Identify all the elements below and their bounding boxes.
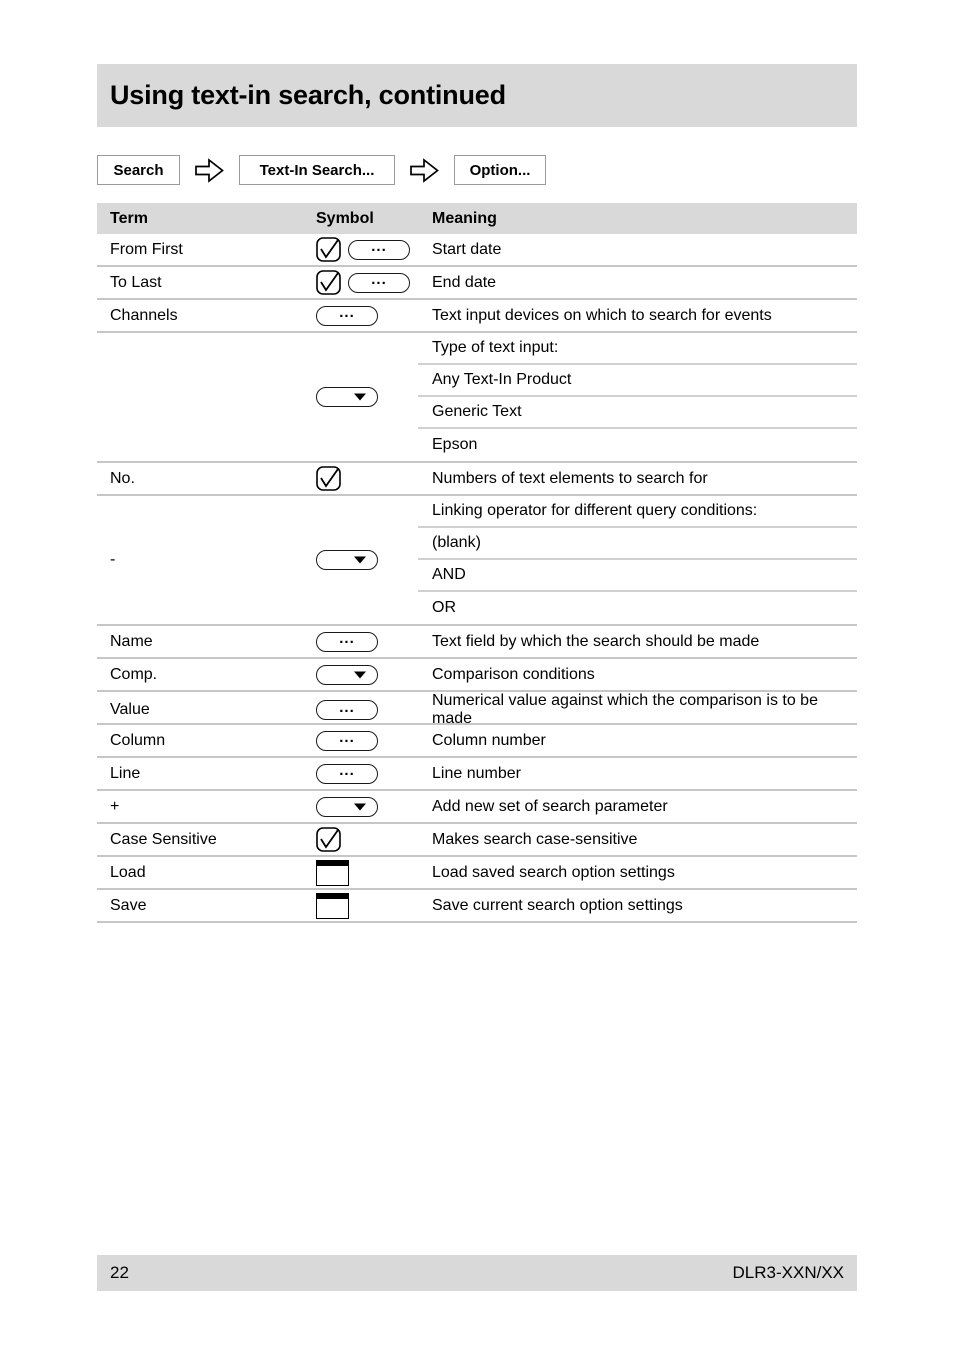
meaning-cell: Line number xyxy=(432,764,521,782)
ellipsis-button-icon xyxy=(348,273,410,293)
ellipsis-button-icon xyxy=(316,700,378,720)
symbol-cell xyxy=(316,692,418,728)
symbol-cell xyxy=(316,333,418,461)
symbol-cell xyxy=(316,659,418,690)
meaning-cell: Load saved search option settings xyxy=(432,863,675,881)
meaning-cell xyxy=(418,333,857,461)
table-row xyxy=(97,267,857,300)
window-button-icon xyxy=(316,860,349,886)
meaning-sub-row: OR xyxy=(432,599,456,616)
checkbox-checked-icon xyxy=(316,270,341,295)
checkbox-checked-icon xyxy=(316,827,341,852)
table-row xyxy=(97,791,857,824)
ellipsis-dots: ... xyxy=(339,304,355,321)
term-cell: Column xyxy=(110,731,166,749)
ellipsis-dots: ... xyxy=(371,271,387,288)
symbol-cell xyxy=(316,890,418,921)
meaning-sub-row: (blank) xyxy=(418,528,857,560)
symbol-cell xyxy=(316,267,418,298)
page-footer xyxy=(97,1255,857,1291)
window-button-icon xyxy=(316,893,349,919)
ellipsis-dots: ... xyxy=(339,762,355,779)
term-cell: Channels xyxy=(110,306,178,324)
search-options-table xyxy=(97,203,857,923)
caret-down-icon xyxy=(354,557,366,564)
table-body xyxy=(97,234,857,923)
symbol-cell xyxy=(316,758,418,789)
table-row xyxy=(97,496,857,626)
symbol-cell xyxy=(316,725,418,756)
term-cell: No. xyxy=(110,469,135,487)
meaning-cell: Makes search case-sensitive xyxy=(432,830,638,848)
page-title-bar xyxy=(97,64,857,127)
table-row xyxy=(97,824,857,857)
symbol-cell xyxy=(316,496,418,624)
term-cell xyxy=(97,333,316,461)
ellipsis-button-icon xyxy=(316,306,378,326)
term-cell: Comp. xyxy=(110,665,158,683)
table-row xyxy=(97,333,857,463)
term-cell: Load xyxy=(110,863,146,881)
meaning-cell: Text input devices on which to search for events xyxy=(432,306,772,324)
page-title: Using text-in search, continued xyxy=(110,80,506,110)
checkbox-checked-icon xyxy=(316,466,341,491)
term-cell: From First xyxy=(110,240,183,258)
caret-down-icon xyxy=(354,394,366,401)
meaning-cell: Numerical value against which the comparison is to be made xyxy=(432,692,818,727)
meaning-cell: Add new set of search parameter xyxy=(432,797,668,815)
breadcrumb xyxy=(97,155,546,185)
meaning-cell: End date xyxy=(432,273,497,291)
meaning-sub-row: Epson xyxy=(432,436,478,453)
table-row xyxy=(97,234,857,267)
symbol-cell xyxy=(316,300,418,331)
symbol-cell xyxy=(316,234,418,265)
meaning-cell: Column number xyxy=(432,731,546,749)
ellipsis-button-icon xyxy=(316,731,378,751)
dropdown-button-icon xyxy=(316,665,378,685)
caret-down-icon xyxy=(354,671,366,678)
checkbox-checked-icon xyxy=(316,237,341,262)
breadcrumb-item-search xyxy=(97,155,180,185)
ellipsis-dots: ... xyxy=(339,729,355,746)
meaning-sub-row: Type of text input: xyxy=(418,333,857,365)
meaning-cell: Comparison conditions xyxy=(432,665,595,683)
table-row xyxy=(97,692,857,725)
meaning-sub-row: Any Text-In Product xyxy=(418,365,857,397)
symbol-cell xyxy=(316,824,418,855)
meaning-cell xyxy=(418,496,857,624)
table-row xyxy=(97,463,857,496)
term-cell: - xyxy=(110,551,116,568)
ellipsis-dots: ... xyxy=(339,630,355,647)
breadcrumb-item-label: Option... xyxy=(469,161,531,179)
caret-down-icon xyxy=(354,803,366,810)
symbol-cell xyxy=(316,857,418,888)
table-row xyxy=(97,659,857,692)
ellipsis-dots: ... xyxy=(371,238,387,255)
arrow-right-icon xyxy=(194,157,225,184)
doc-code: DLR3-XXN/XX xyxy=(732,1263,844,1282)
meaning-cell: Start date xyxy=(432,240,502,258)
meaning-cell: Text field by which the search should be made xyxy=(432,632,760,650)
table-row xyxy=(97,890,857,923)
table-row xyxy=(97,626,857,659)
meaning-sub-row: Generic Text xyxy=(418,397,857,429)
symbol-cell xyxy=(316,626,418,657)
term-cell: Case Sensitive xyxy=(110,830,217,848)
ellipsis-button-icon xyxy=(316,764,378,784)
table-row xyxy=(97,300,857,333)
dropdown-button-icon xyxy=(316,797,378,817)
table-header-row xyxy=(97,203,857,234)
symbol-cell xyxy=(316,791,418,822)
term-cell: Save xyxy=(110,896,147,914)
breadcrumb-item-label: Text-In Search... xyxy=(259,161,375,179)
column-header-symbol: Symbol xyxy=(316,209,374,227)
meaning-sub-row: Linking operator for different query conditions: xyxy=(418,496,857,528)
meaning-sub-row: AND xyxy=(418,560,857,592)
term-cell: To Last xyxy=(110,273,162,291)
column-header-meaning: Meaning xyxy=(432,209,497,227)
breadcrumb-item-option xyxy=(454,155,546,185)
symbol-cell xyxy=(316,463,418,494)
dropdown-button-icon xyxy=(316,550,378,570)
ellipsis-button-icon xyxy=(316,632,378,652)
dropdown-button-icon xyxy=(316,387,378,407)
arrow-right-icon xyxy=(409,157,440,184)
meaning-cell: Numbers of text elements to search for xyxy=(432,469,708,487)
term-cell: Value xyxy=(110,701,150,718)
table-row xyxy=(97,725,857,758)
term-cell: + xyxy=(110,797,120,815)
meaning-cell: Save current search option settings xyxy=(432,896,683,914)
table-row xyxy=(97,857,857,890)
page-number: 22 xyxy=(110,1263,129,1282)
ellipsis-button-icon xyxy=(348,240,410,260)
ellipsis-dots: ... xyxy=(339,698,355,716)
breadcrumb-item-text-in-search xyxy=(239,155,395,185)
term-cell: Line xyxy=(110,764,141,782)
breadcrumb-item-label: Search xyxy=(113,161,164,179)
column-header-term: Term xyxy=(110,209,148,227)
term-cell: Name xyxy=(110,632,153,650)
table-row xyxy=(97,758,857,791)
